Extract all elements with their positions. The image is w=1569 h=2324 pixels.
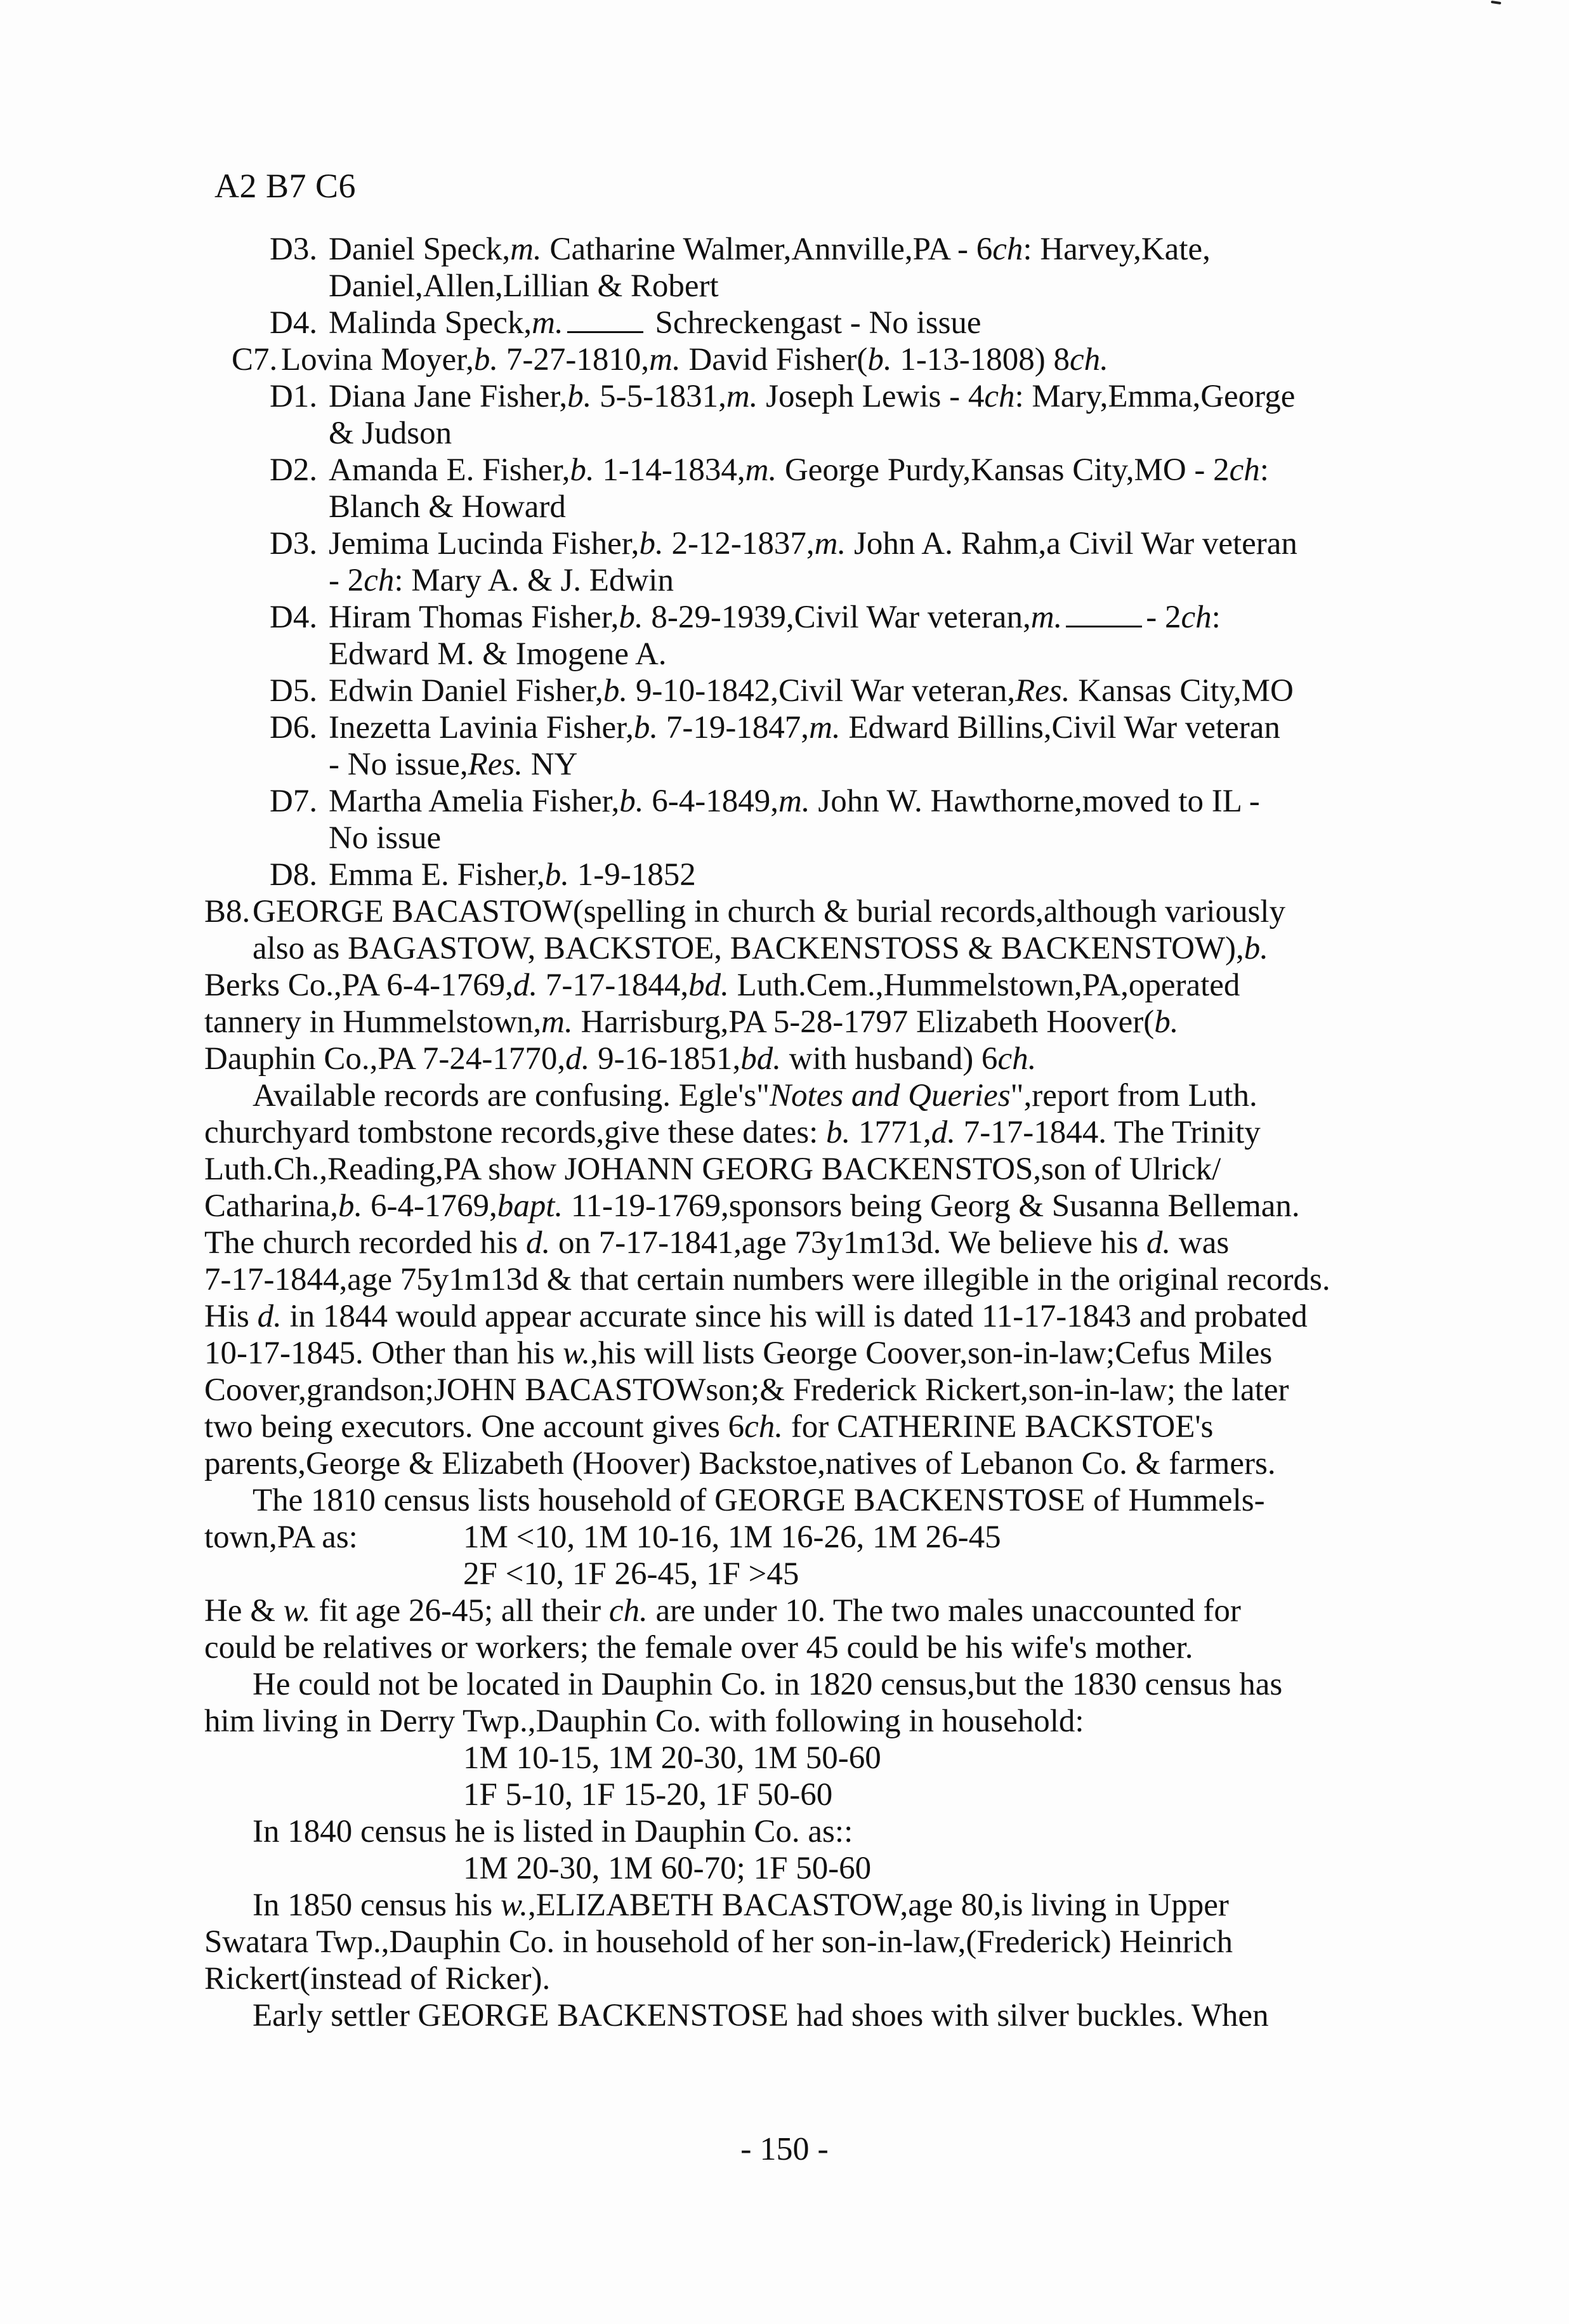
paragraph-text: 7-17-1844,age 75y1m13d & that certain numbers were illegible in the original records. (204, 1262, 1330, 1297)
italic-abbreviation: ch. (1070, 342, 1108, 377)
italic-abbreviation: Res. (1015, 673, 1070, 709)
italic-abbreviation: b. (338, 1188, 363, 1224)
genealogy-entry-continuation (0, 415, 1569, 452)
blank-name-line (1066, 600, 1142, 627)
genealogy-entry (0, 783, 1569, 820)
body-text-line (0, 1703, 1569, 1740)
entry-label: D3. (270, 526, 318, 561)
paragraph-text: In 1840 census he is listed in Dauphin Co. as:: (253, 1814, 853, 1849)
entry-label: D4. (270, 600, 318, 635)
italic-abbreviation: m. (1030, 600, 1063, 635)
italic-abbreviation: Notes and Queries (770, 1078, 1011, 1113)
italic-abbreviation: d. (565, 1041, 590, 1077)
entry-text: Edwin Daniel Fisher,b. 9-10-1842,Civil War veteran,Res. Kansas City,MO (329, 673, 1294, 709)
paragraph-text: town,PA as: (204, 1520, 358, 1555)
genealogy-entry (0, 305, 1569, 341)
paragraph-text: He & w. fit age 26-45; all their ch. are under 10. The two males unaccounted for (204, 1593, 1241, 1629)
italic-abbreviation: ch (984, 379, 1015, 414)
paragraph-text: him living in Derry Twp.,Dauphin Co. with following in household: (204, 1704, 1084, 1739)
body-text-line (0, 1813, 1569, 1850)
page-number: - 150 - (740, 2131, 829, 2167)
italic-abbreviation: ch (992, 232, 1023, 267)
italic-abbreviation: m. (510, 232, 542, 267)
body-text-line (0, 1077, 1569, 1114)
census-counts: 1M 20-30, 1M 60-70; 1F 50-60 (463, 1851, 872, 1886)
italic-abbreviation: Res. (468, 747, 523, 782)
italic-abbreviation: b. (570, 452, 594, 488)
body-text-line (0, 1004, 1569, 1041)
italic-abbreviation: b. (473, 342, 499, 377)
genealogy-entry (0, 378, 1569, 415)
entry-text: Edward M. & Imogene A. (329, 636, 667, 672)
body-text-line (0, 1960, 1569, 1997)
genealogy-entry (0, 709, 1569, 746)
body-text-line (0, 1592, 1569, 1629)
genealogy-entry (0, 673, 1569, 709)
italic-abbreviation: ch. (997, 1041, 1037, 1077)
entry-text: - No issue,Res. NY (329, 747, 578, 782)
genealogy-entry-continuation (0, 562, 1569, 599)
census-counts: 1M <10, 1M 10-16, 1M 16-26, 1M 26-45 (463, 1520, 1001, 1555)
genealogy-entry-continuation (0, 268, 1569, 305)
italic-abbreviation: b. (567, 379, 592, 414)
census-counts: 1M 10-15, 1M 20-30, 1M 50-60 (463, 1740, 881, 1776)
paragraph-text: two being executors. One account gives 6ch. for CATHERINE BACKSTOE's (204, 1409, 1214, 1445)
italic-abbreviation: b. (1244, 931, 1269, 966)
body-text-line (0, 1666, 1569, 1703)
entry-text: Diana Jane Fisher,b. 5-5-1831,m. Joseph Lewis - 4ch: Mary,Emma,George (329, 379, 1296, 414)
italic-abbreviation: w. (563, 1336, 591, 1371)
italic-abbreviation: b. (639, 526, 664, 561)
entry-label: D2. (270, 452, 318, 488)
italic-abbreviation: d. (513, 968, 538, 1003)
italic-abbreviation: bapt. (497, 1188, 563, 1224)
entry-text: Malinda Speck,m. Schreckengast - No issue (329, 305, 981, 341)
body-text-line (0, 1924, 1569, 1960)
entry-label: D7. (270, 784, 318, 819)
paragraph-text: The 1810 census lists household of GEORGE BACKENSTOSE of Hummels- (253, 1483, 1265, 1518)
entry-label: C7. (232, 342, 278, 377)
italic-abbreviation: d. (257, 1299, 282, 1334)
census-line (0, 1850, 1569, 1887)
italic-abbreviation: ch. (608, 1593, 648, 1629)
entry-label: D8. (270, 857, 318, 893)
italic-abbreviation: ch. (744, 1409, 784, 1445)
entry-label: B8. (204, 894, 251, 929)
body-text-line (0, 1629, 1569, 1666)
italic-abbreviation: m. (778, 784, 810, 819)
italic-abbreviation: d. (525, 1225, 551, 1261)
italic-abbreviation: b. (633, 710, 659, 745)
body-text-line (0, 967, 1569, 1004)
body-text-line (0, 1997, 1569, 2034)
genealogy-entry-continuation (0, 636, 1569, 673)
body-text-line (0, 1519, 1569, 1556)
genealogy-entry-continuation (0, 489, 1569, 525)
body-text-line (0, 1482, 1569, 1519)
lineage-reference-header: A2 B7 C6 (214, 167, 357, 205)
italic-abbreviation: m. (532, 305, 563, 341)
body-text-line (0, 1261, 1569, 1298)
genealogy-entry-continuation (0, 820, 1569, 857)
italic-abbreviation: m. (814, 526, 846, 561)
genealogy-entry (0, 231, 1569, 268)
italic-abbreviation: m. (745, 452, 777, 488)
entry-label: D3. (270, 232, 318, 267)
paragraph-text: In 1850 census his w.,ELIZABETH BACASTOW,age 80,is living in Upper (253, 1887, 1229, 1923)
census-line (0, 1740, 1569, 1776)
body-text-line (0, 1408, 1569, 1445)
genealogy-entry (0, 341, 1569, 378)
entry-text: also as BAGASTOW, BACKSTOE, BACKENSTOSS & BACKENSTOW),b. (253, 931, 1269, 966)
entry-label: D4. (270, 305, 318, 341)
body-text-line (0, 1041, 1569, 1077)
italic-abbreviation: m. (726, 379, 758, 414)
paragraph-text: Luth.Ch.,Reading,PA show JOHANN GEORG BACKENSTOS,son of Ulrick/ (204, 1152, 1221, 1187)
paragraph-text: Rickert(instead of Ricker). (204, 1961, 551, 1997)
italic-abbreviation: bd. (688, 968, 729, 1003)
italic-abbreviation: d. (1146, 1225, 1171, 1261)
entry-label: D5. (270, 673, 318, 709)
entry-text: Blanch & Howard (329, 489, 566, 525)
entry-text: No issue (329, 820, 442, 856)
entry-text: Daniel Speck,m. Catharine Walmer,Annville,PA - 6ch: Harvey,Kate, (329, 232, 1211, 267)
italic-abbreviation: ch (1181, 600, 1212, 635)
census-counts: 2F <10, 1F 26-45, 1F >45 (463, 1556, 799, 1592)
genealogy-entry (0, 599, 1569, 636)
entry-label: D6. (270, 710, 318, 745)
entry-text: Martha Amelia Fisher,b. 6-4-1849,m. John W. Hawthorne,moved to IL - (329, 784, 1260, 819)
body-text-line (0, 1887, 1569, 1924)
body-text-line (0, 1335, 1569, 1372)
body-text-line (0, 1188, 1569, 1224)
paragraph-text: Dauphin Co.,PA 7-24-1770,d. 9-16-1851,bd. with husband) 6ch. (204, 1041, 1037, 1077)
scan-artifact (1491, 1, 1501, 4)
paragraph-text: Coover,grandson;JOHN BACASTOWson;& Frederick Rickert,son-in-law; the later (204, 1372, 1289, 1408)
italic-abbreviation: b. (826, 1115, 851, 1150)
genealogy-entry (0, 857, 1569, 893)
entry-text: Hiram Thomas Fisher,b. 8-29-1939,Civil War veteran,m. - 2ch: (329, 600, 1221, 635)
census-line (0, 1776, 1569, 1813)
italic-abbreviation: b. (619, 600, 643, 635)
paragraph-text: tannery in Hummelstown,m. Harrisburg,PA 5-28-1797 Elizabeth Hoover(b. (204, 1004, 1179, 1040)
italic-abbreviation: b. (544, 857, 569, 893)
paragraph-text: He could not be located in Dauphin Co. in 1820 census,but the 1830 census has (253, 1667, 1283, 1702)
paragraph-text: His d. in 1844 would appear accurate since his will is dated 11-17-1843 and probated (204, 1299, 1308, 1334)
entry-text: Amanda E. Fisher,b. 1-14-1834,m. George Purdy,Kansas City,MO - 2ch: (329, 452, 1269, 488)
italic-abbreviation: ch (1229, 452, 1260, 488)
genealogy-entry-continuation (0, 746, 1569, 783)
entry-text: Emma E. Fisher,b. 1-9-1852 (329, 857, 696, 893)
blank-name-line (567, 306, 643, 333)
body-text-line (0, 1372, 1569, 1408)
entry-text: Inezetta Lavinia Fisher,b. 7-19-1847,m. Edward Billins,Civil War veteran (329, 710, 1280, 745)
italic-abbreviation: m. (649, 342, 681, 377)
paragraph-text: could be relatives or workers; the female over 45 could be his wife's mother. (204, 1630, 1193, 1665)
italic-abbreviation: w. (283, 1593, 311, 1629)
paragraph-text: churchyard tombstone records,give these dates: b. 1771,d. 7-17-1844. The Trinity (204, 1115, 1261, 1150)
paragraph-text: Catharina,b. 6-4-1769,bapt. 11-19-1769,sponsors being Georg & Susanna Belleman. (204, 1188, 1300, 1224)
entry-text: Jemima Lucinda Fisher,b. 2-12-1837,m. John A. Rahm,a Civil War veteran (329, 526, 1297, 561)
paragraph-text: parents,George & Elizabeth (Hoover) Backstoe,natives of Lebanon Co. & farmers. (204, 1446, 1276, 1481)
italic-abbreviation: d. (931, 1115, 956, 1150)
body-text-line (0, 1298, 1569, 1335)
genealogy-entry (0, 525, 1569, 562)
entry-text: & Judson (329, 416, 452, 451)
body-text-line (0, 1224, 1569, 1261)
paragraph-text: 10-17-1845. Other than his w.,his will lists George Coover,son-in-law;Cefus Miles (204, 1336, 1273, 1371)
paragraph-text: The church recorded his d. on 7-17-1841,age 73y1m13d. We believe his d. was (204, 1225, 1230, 1261)
paragraph-text: Available records are confusing. Egle's"Notes and Queries",report from Luth. (253, 1078, 1257, 1113)
paragraph-text: Berks Co.,PA 6-4-1769,d. 7-17-1844,bd. Luth.Cem.,Hummelstown,PA,operated (204, 968, 1240, 1003)
entry-text: GEORGE BACASTOW(spelling in church & burial records,although variously (253, 894, 1285, 929)
census-line (0, 1556, 1569, 1592)
italic-abbreviation: b. (603, 673, 628, 709)
genealogy-entry (0, 452, 1569, 489)
body-text-line (0, 1445, 1569, 1482)
body-text-line (0, 1114, 1569, 1151)
genealogy-entry-continuation (0, 930, 1569, 967)
paragraph-text: Swatara Twp.,Dauphin Co. in household of her son-in-law,(Frederick) Heinrich (204, 1924, 1233, 1960)
body-text-line (0, 1151, 1569, 1188)
genealogy-entry (0, 893, 1569, 930)
entry-text: Lovina Moyer,b. 7-27-1810,m. David Fisher(b. 1-13-1808) 8ch. (281, 342, 1108, 377)
census-counts: 1F 5-10, 1F 15-20, 1F 50-60 (463, 1777, 833, 1813)
italic-abbreviation: m. (809, 710, 841, 745)
entry-label: D1. (270, 379, 318, 414)
italic-abbreviation: ch (364, 563, 395, 598)
entry-text: Daniel,Allen,Lillian & Robert (329, 268, 719, 304)
italic-abbreviation: b. (867, 342, 892, 377)
entry-text: - 2ch: Mary A. & J. Edwin (329, 563, 674, 598)
italic-abbreviation: m. (541, 1004, 573, 1040)
italic-abbreviation: w. (500, 1887, 528, 1923)
italic-abbreviation: bd. (740, 1041, 782, 1077)
paragraph-text: Early settler GEORGE BACKENSTOSE had shoes with silver buckles. When (253, 1998, 1269, 2033)
italic-abbreviation: b. (1154, 1004, 1179, 1040)
document-body (0, 231, 1569, 2034)
italic-abbreviation: b. (619, 784, 644, 819)
